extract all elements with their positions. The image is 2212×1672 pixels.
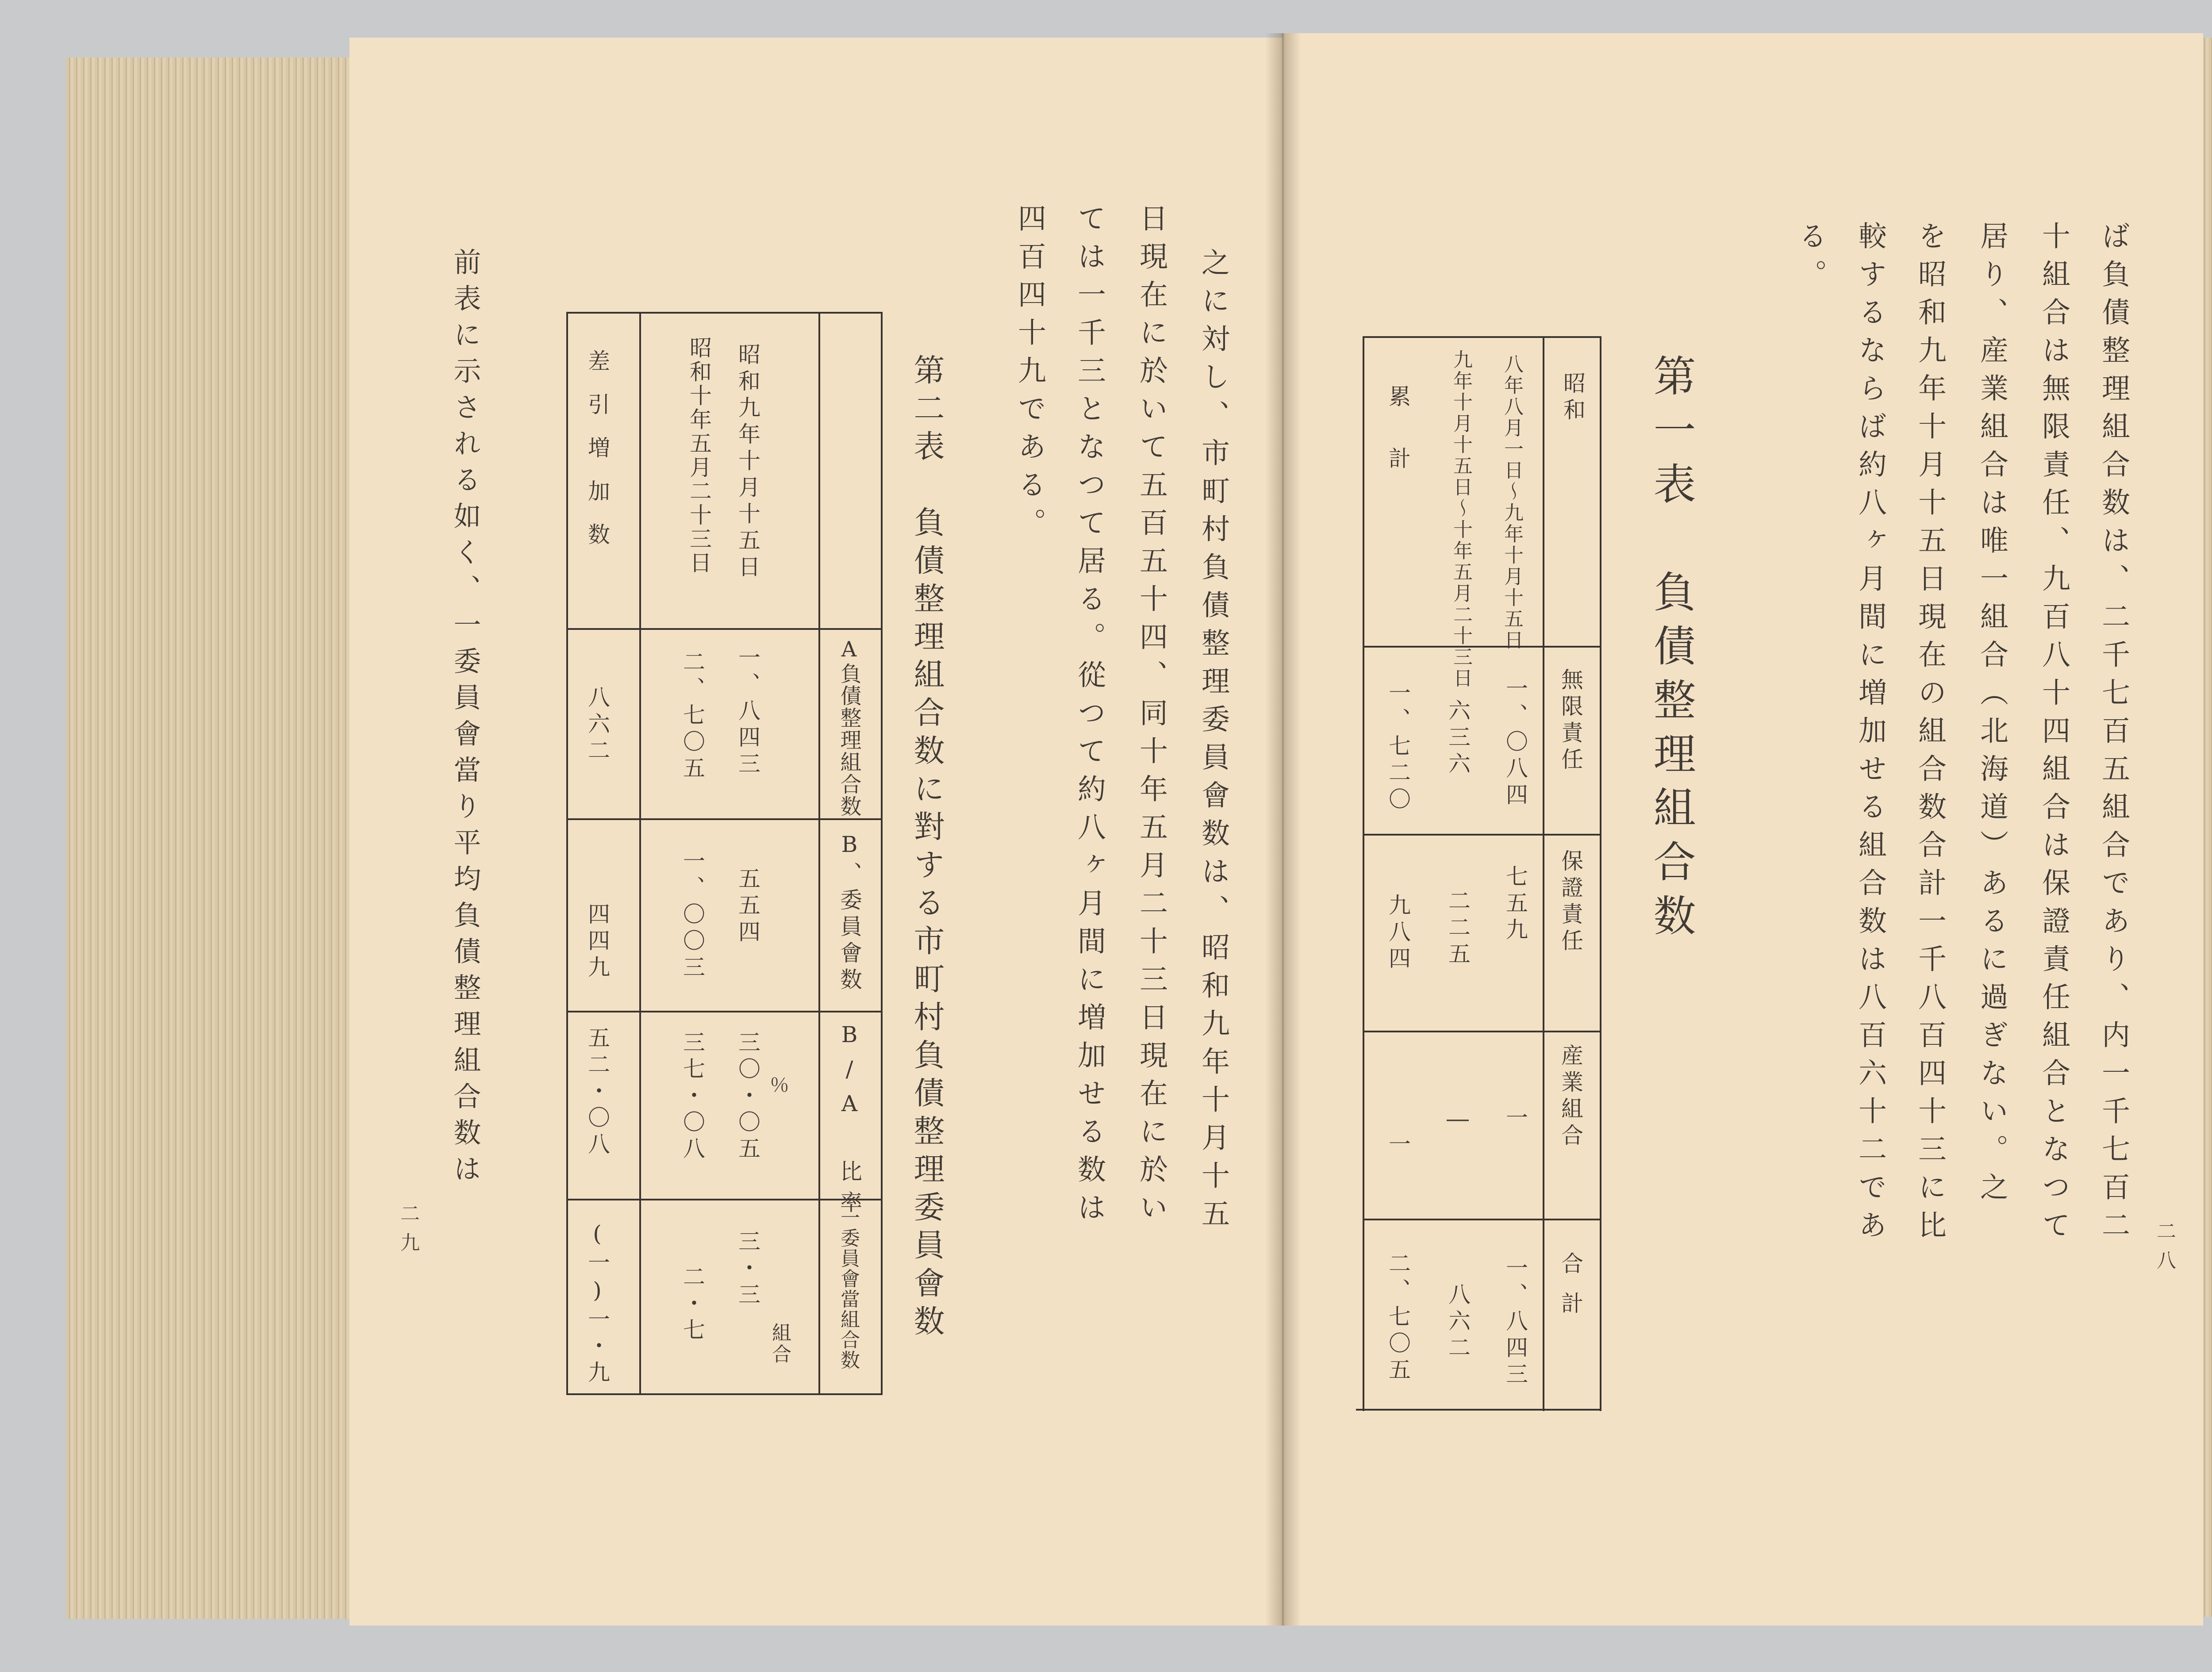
- body-line: を昭和九年十月十五日現在の組合数合計一千八百四十三に比: [1913, 221, 1946, 1248]
- page-number: 二九: [397, 1203, 419, 1262]
- table1-col-header: 産業組合: [1558, 1044, 1583, 1150]
- body-line: 日現在に於いて五百五十四、同十年五月二十三日現在に於い: [1135, 203, 1167, 1231]
- per-unit-label: 組合: [768, 1323, 791, 1365]
- table1-title: 第一表 負債整理組合数: [1647, 354, 1696, 947]
- table1-cell: 七五九: [1502, 865, 1528, 944]
- body-line: ては一千三となつて居る。從つて約八ヶ月間に増加せる数は: [1073, 203, 1106, 1231]
- body-line: 前表に示される如く、一委員會當り平均負債整理組合数は: [449, 248, 481, 1191]
- body-line: 較するならば約八ヶ月間に増加せる組合数は八百六十二であ: [1854, 221, 1886, 1248]
- table1-col-header: 無限責任: [1558, 668, 1583, 774]
- table2-cell: 五五四: [735, 867, 760, 947]
- table1-cell: 一: [1385, 1132, 1411, 1159]
- table1-cell: 一、〇八四: [1502, 677, 1528, 809]
- table1-cell: 一、八四三: [1502, 1256, 1528, 1389]
- body-line: 居り、産業組合は唯一組合（北海道）あるに過ぎない。之: [1975, 221, 2008, 1210]
- body-line: ば負債整理組合数は、二千七百五組合であり、内一千七百二: [2097, 221, 2130, 1248]
- table1-col-header: 保證責任: [1558, 849, 1583, 955]
- table1-corner: 昭和: [1560, 372, 1586, 425]
- table2-cell: 三七・〇八: [680, 1031, 705, 1163]
- table2-row-label: 差引増加数: [584, 349, 610, 566]
- table1-row-label: 九年十月十五日～十年五月二十三日: [1450, 349, 1472, 689]
- table1-cell: 二、七〇五: [1385, 1252, 1411, 1384]
- table2-cell: 二、七〇五: [680, 650, 705, 783]
- table2-cell: 二・七: [680, 1265, 705, 1345]
- table2-row-label: 昭和九年十月十五日: [735, 343, 760, 582]
- table2-col-header: A負債整理組合数: [837, 637, 861, 817]
- table2-cell: 四四九: [584, 902, 610, 982]
- table2-cell: 五二・〇八: [584, 1026, 610, 1159]
- table1-col-header: 合計: [1558, 1252, 1583, 1331]
- table2-col-header: B/A 比率: [837, 1022, 862, 1222]
- table1-cell: ―: [1445, 1106, 1471, 1136]
- table2-col-header: 一委員會當組合数: [837, 1208, 860, 1370]
- table1-row-label: 累計: [1385, 385, 1411, 509]
- table1-cell: 九八四: [1385, 894, 1411, 973]
- body-line: 十組合は無限責任、九百八十四組合は保證責任組合となつて: [2037, 221, 2070, 1248]
- table2-cell: 三・三: [735, 1230, 760, 1309]
- body-line: る。: [1794, 221, 1827, 297]
- table2-cell: 一、〇〇三: [680, 849, 705, 982]
- left-page-block-edge: [66, 58, 349, 1619]
- book-gutter: [1265, 33, 1301, 1626]
- table1-cell: 二二五: [1445, 889, 1471, 969]
- table2-cell: (一)一・九: [584, 1221, 610, 1387]
- body-line: 之に対し、市町村負債整理委員會数は、昭和九年十月十五: [1197, 248, 1229, 1237]
- table2-cell: 三〇・〇五: [735, 1031, 760, 1163]
- table1-cell: 八六二: [1445, 1283, 1471, 1362]
- body-line: 四百四十九である。: [1013, 203, 1046, 546]
- table2-row-label: 昭和十年五月二十三日: [686, 336, 712, 575]
- page-number: 二八: [2153, 1221, 2176, 1279]
- table2-cell: 八六二: [584, 686, 610, 765]
- table2-cell: 一、八四三: [735, 646, 760, 778]
- table1-cell: 一、七二〇: [1385, 681, 1411, 814]
- table2-title: 第二表 負債整理組合数に對する市町村負債整理委員會数: [909, 354, 945, 1343]
- table1-cell: 六三六: [1445, 699, 1471, 778]
- table1-row-label: 八年八月一日～九年十月十五日: [1501, 354, 1523, 651]
- table2-col-header: B、委員會数: [837, 832, 862, 994]
- percent-mark: ％: [766, 1075, 789, 1096]
- table1-cell: 一: [1502, 1106, 1528, 1132]
